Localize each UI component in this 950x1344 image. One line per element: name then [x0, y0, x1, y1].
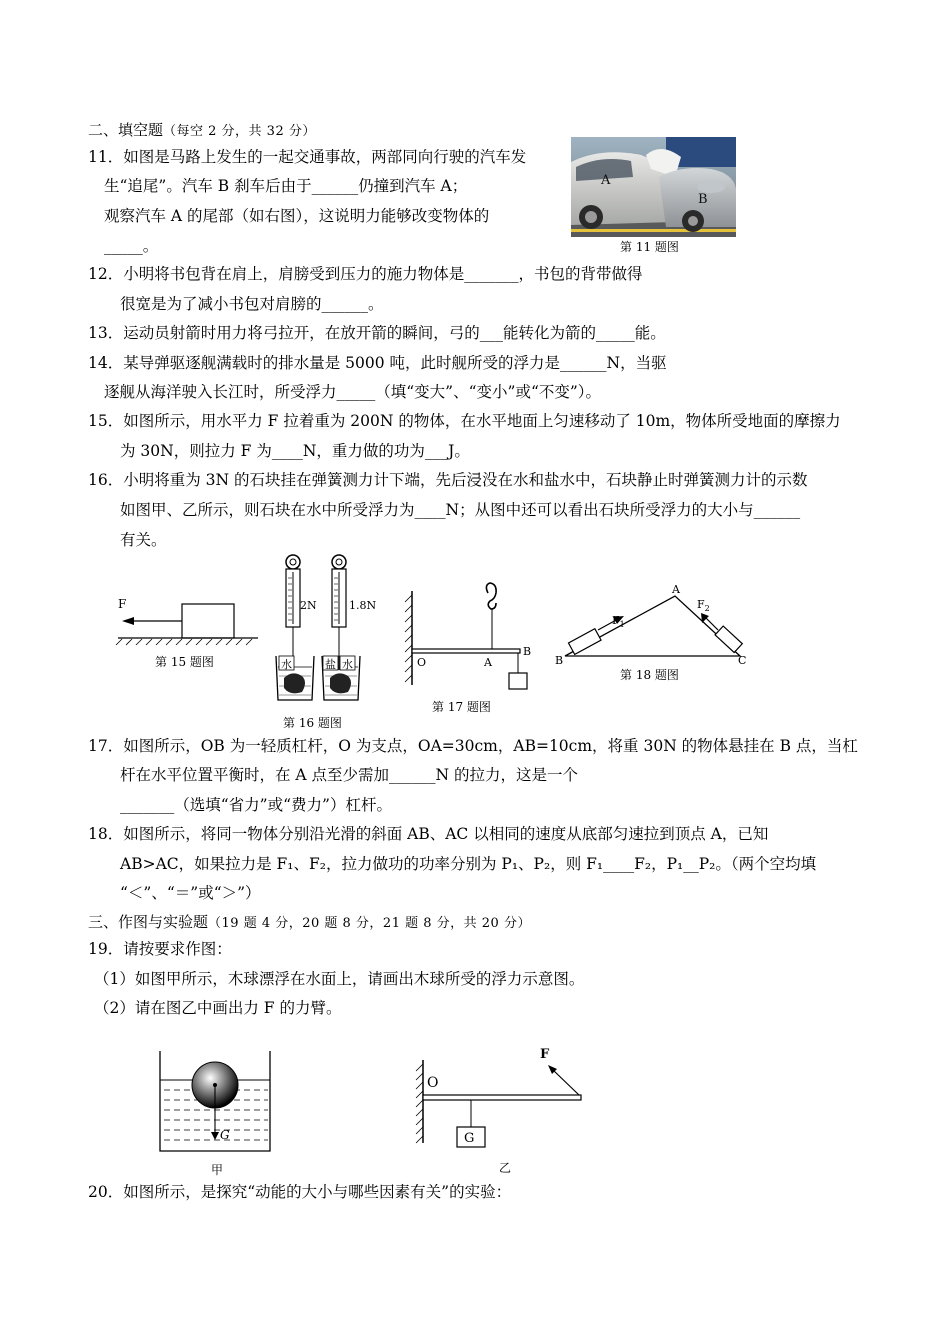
fig18-label-f2-sub: 2 [704, 604, 710, 613]
fig17-label-a: A [484, 656, 492, 669]
fig18-label-a: A [672, 583, 680, 596]
fig16-beaker-2-label-b: 水 [342, 658, 353, 671]
q11-photo-label-b: B [698, 192, 708, 207]
q12-line-2: 很宽是为了减小书包对肩膀的______。 [120, 295, 384, 313]
fig16-reading-2: 1.8N [349, 599, 377, 612]
fig15-label-f: F [118, 597, 127, 611]
q11-line-4: _____。 [104, 237, 159, 255]
q11-line-3: 观察汽车 A 的尾部（如右图），这说明力能够改变物体的 [104, 207, 490, 225]
fig16-caption: 第 16 题图 [283, 716, 342, 730]
q18-line-3: “＜”、“＝”或“＞”） [120, 884, 261, 902]
fig17-label-b: B [523, 645, 532, 658]
fig17-diagram [400, 585, 540, 695]
fig19a-caption: 甲 [211, 1163, 224, 1177]
q19-line-1: 19．请按要求作图： [88, 940, 232, 958]
q19-line-2: （1）如图甲所示，木球漂浮在水面上，请画出木球所受的浮力示意图。 [94, 970, 585, 988]
q12-line-1: 12．小明将书包背在肩上，肩膀受到压力的施力物体是_______，书包的背带做得 [88, 265, 643, 283]
fig15-caption: 第 15 题图 [155, 655, 214, 669]
section-two-heading [88, 119, 316, 143]
fig19b-label-f: F [540, 1047, 550, 1062]
fig16-beaker-2-label-a: 盐 [325, 658, 336, 671]
fig16-beaker-1-label: 水 [281, 658, 292, 671]
fig18-label-f1-main: F [612, 614, 620, 627]
fig18-label-b: B [555, 654, 564, 667]
q14-line-1: 14．某导弹驱逐舰满载时的排水量是 5000 吨，此时舰所受的浮力是______N，当驱 [88, 354, 667, 372]
fig18-label-c: C [738, 654, 747, 667]
q11-line-1: 11．如图是马路上发生的一起交通事故，两部同向行驶的汽车发 [88, 148, 527, 166]
fig19a-label-g: G [220, 1128, 230, 1142]
fig19b-label-o: O [427, 1075, 439, 1091]
q17-line-3: _______（选填“省力”或“费力”）杠杆。 [120, 796, 392, 814]
q14-line-2: 逐舰从海洋驶入长江时，所受浮力_____（填“变大”、“变小”或“不变”）。 [104, 383, 602, 401]
section-three-points: （19 题 4 分，20 题 8 分，21 题 8 分，共 20 分） [208, 916, 531, 931]
q17-line-1: 17．如图所示，OB 为一轻质杠杆，O 为支点，OA=30cm，AB=10cm，将重 30N 的物体悬挂在 B 点，当杠 [88, 737, 858, 755]
fig19b-label-g: G [464, 1131, 475, 1146]
fig18-label-f2-main: F [697, 598, 705, 611]
q16-line-2: 如图甲、乙所示，则石块在水中所受浮力为____N；从图中还可以看出石块所受浮力的大小与______ [120, 501, 801, 519]
q16-line-3: 有关。 [120, 531, 167, 549]
fig19b-caption: 乙 [499, 1161, 512, 1175]
q15-line-2: 为 30N，则拉力 F 为____N，重力做的功为___J。 [120, 442, 470, 460]
fig18-label-f1-sub: 1 [619, 620, 625, 629]
q18-line-1: 18．如图所示，将同一物体分别沿光滑的斜面 AB、AC 以相同的速度从底部匀速拉到顶点 A，已知 [88, 825, 769, 843]
q11-photo-label-a: A [601, 173, 611, 188]
fig19a-diagram [150, 1045, 280, 1160]
fig17-label-o: O [417, 656, 427, 669]
fig17-caption: 第 17 题图 [432, 700, 491, 714]
q13-line-1: 13．运动员射箭时用力将弓拉开，在放开箭的瞬间，弓的___能转化为箭的_____能。 [88, 324, 666, 342]
fig18-label-f2 [697, 598, 710, 613]
q11-caption: 第 11 题图 [620, 240, 679, 254]
fig18-diagram [550, 580, 755, 670]
section-two-title: 二、填空题 [88, 121, 164, 139]
section-three-heading [88, 911, 531, 935]
fig15-diagram [110, 592, 270, 652]
q19-line-3: （2）请在图乙中画出力 F 的力臂。 [94, 999, 342, 1017]
fig16-reading-1: 2N [300, 599, 317, 612]
q15-line-1: 15．如图所示，用水平力 F 拉着重为 200N 的物体，在水平地面上匀速移动了 10m，物体所受地面的摩擦力 [88, 412, 841, 430]
section-three-title: 三、作图与实验题 [88, 913, 209, 931]
q11-car-crash-photo [571, 137, 736, 237]
fig18-caption: 第 18 题图 [620, 668, 679, 682]
q17-line-2: 杆在水平位置平衡时，在 A 点至少需加______N 的拉力，这是一个 [120, 766, 579, 784]
q18-line-2: AB>AC，如果拉力是 F₁、F₂，拉力做功的功率分别为 P₁、P₂，则 F₁____F₂，P₁__P₂。（两个空均填 [120, 855, 817, 873]
q11-line-2: 生“追尾”。汽车 B 刹车后由于______仍撞到汽车 A； [104, 177, 468, 195]
section-two-points: （每空 2 分，共 32 分） [163, 124, 316, 139]
fig16-diagram [270, 552, 385, 712]
fig19b-diagram [405, 1040, 590, 1150]
q16-line-1: 16．小明将重为 3N 的石块挂在弹簧测力计下端，先后浸没在水和盐水中，石块静止时弹簧测力计的示数 [88, 471, 808, 489]
q20-line-1: 20．如图所示，是探究“动能的大小与哪些因素有关”的实验： [88, 1183, 512, 1201]
